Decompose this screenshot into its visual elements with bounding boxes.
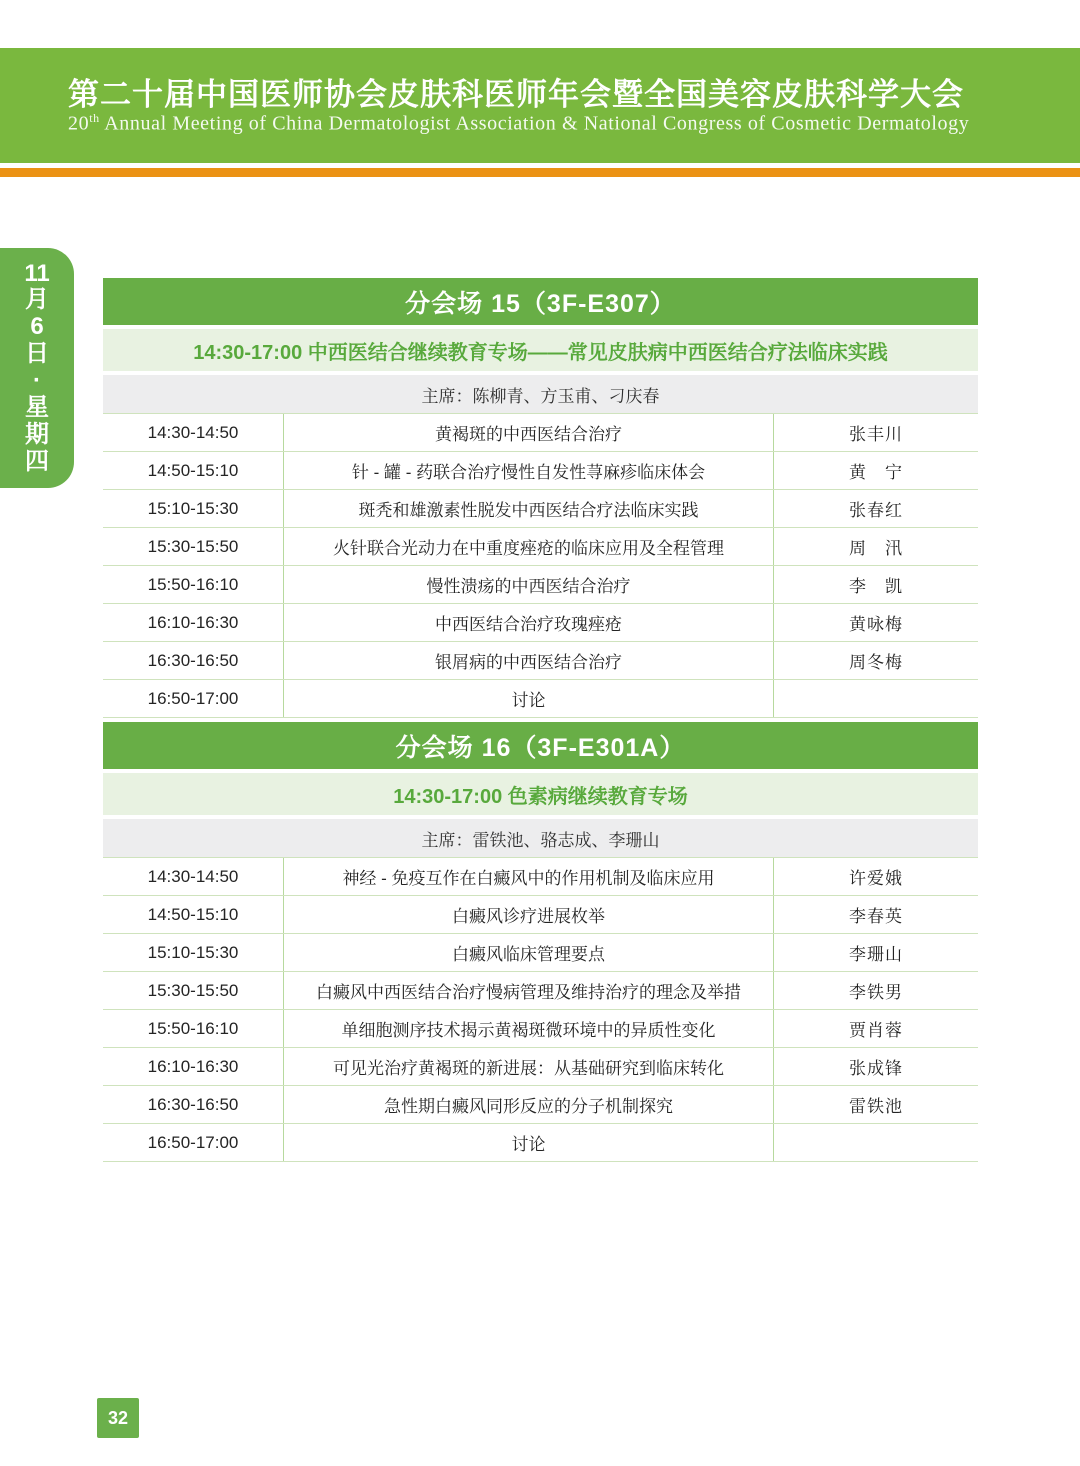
row-speaker: 雷铁池 <box>849 1097 903 1116</box>
row-topic: 急性期白癜风同形反应的分子机制探究 <box>283 1086 774 1123</box>
session-subtitle: 14:30-17:00 中西医结合继续教育专场——常见皮肤病中西医结合疗法临床实践 <box>103 329 978 371</box>
row-speaker: 周冬梅 <box>849 653 903 672</box>
conference-banner <box>0 48 1080 163</box>
session-title: 分会场 15（3F-E307） <box>103 278 978 325</box>
row-topic: 斑秃和雄激素性脱发中西医结合疗法临床实践 <box>283 490 774 527</box>
row-topic: 神经 - 免疫互作在白癜风中的作用机制及临床应用 <box>283 858 774 895</box>
row-topic: 讨论 <box>283 680 774 717</box>
title-en-ordinal: th <box>89 111 100 125</box>
row-time: 16:30-16:50 <box>147 650 239 670</box>
row-time: 15:30-15:50 <box>147 536 239 556</box>
table-row <box>103 604 978 642</box>
date-tab-line: 期 <box>25 420 49 448</box>
row-time: 16:50-17:00 <box>147 1132 239 1152</box>
table-row <box>103 642 978 680</box>
row-speaker <box>774 1124 978 1161</box>
row-speaker: 张成锋 <box>849 1059 903 1078</box>
row-speaker: 黄咏梅 <box>849 615 903 634</box>
row-time: 16:10-16:30 <box>147 1056 239 1076</box>
row-topic: 针 - 罐 - 药联合治疗慢性自发性荨麻疹临床体会 <box>283 452 774 489</box>
row-speaker: 许爱娥 <box>849 869 903 888</box>
table-row <box>103 528 978 566</box>
session-15 <box>103 278 978 718</box>
table-row <box>103 414 978 452</box>
session-chairs: 主席：雷铁池、骆志成、李珊山 <box>103 819 978 857</box>
row-topic: 中西医结合治疗玫瑰痤疮 <box>283 604 774 641</box>
row-speaker: 李 凯 <box>849 577 903 596</box>
session-chairs: 主席：陈柳青、方玉甫、刁庆春 <box>103 375 978 413</box>
row-speaker: 张春红 <box>849 501 903 520</box>
table-row <box>103 452 978 490</box>
row-time: 15:50-16:10 <box>147 1018 239 1038</box>
table-row <box>103 490 978 528</box>
date-tab-line: 6 <box>30 313 44 341</box>
row-speaker: 李珊山 <box>849 945 903 964</box>
row-speaker: 李春英 <box>849 907 903 926</box>
row-speaker <box>774 680 978 717</box>
conference-title-zh: 第二十届中国医师协会皮肤科医师年会暨全国美容皮肤科学大会 <box>68 77 964 112</box>
title-en-number: 20 <box>68 112 90 135</box>
row-speaker: 张丰川 <box>849 425 903 444</box>
row-speaker: 黄 宁 <box>849 463 903 482</box>
table-row <box>103 1010 978 1048</box>
date-tab-line: · <box>33 367 41 394</box>
row-topic: 慢性溃疡的中西医结合治疗 <box>283 566 774 603</box>
row-topic: 讨论 <box>283 1124 774 1161</box>
row-topic: 火针联合光动力在中重度痤疮的临床应用及全程管理 <box>283 528 774 565</box>
row-time: 15:30-15:50 <box>147 980 239 1000</box>
row-time: 14:30-14:50 <box>147 422 239 442</box>
date-tab-line: 月 <box>25 286 49 314</box>
session-16 <box>103 722 978 1162</box>
row-time: 14:30-14:50 <box>147 866 239 886</box>
row-speaker: 李铁男 <box>849 983 903 1002</box>
conference-title-en <box>68 111 969 136</box>
row-time: 16:50-17:00 <box>147 688 239 708</box>
row-topic: 可见光治疗黄褐斑的新进展：从基础研究到临床转化 <box>283 1048 774 1085</box>
title-en-text: Annual Meeting of China Dermatologist Association & National Congress of Cosmetic Dermatology <box>99 112 970 135</box>
row-time: 15:10-15:30 <box>147 498 239 518</box>
session-title: 分会场 16（3F-E301A） <box>103 722 978 769</box>
row-topic: 黄褐斑的中西医结合治疗 <box>283 414 774 451</box>
table-row <box>103 1086 978 1124</box>
row-time: 15:50-16:10 <box>147 574 239 594</box>
row-speaker: 贾肖蓉 <box>849 1021 903 1040</box>
schedule-content <box>103 278 978 1162</box>
row-topic: 白癜风中西医结合治疗慢病管理及维持治疗的理念及举措 <box>283 972 774 1009</box>
date-tab <box>0 248 74 488</box>
accent-bar <box>0 168 1080 177</box>
row-topic: 单细胞测序技术揭示黄褐斑微环境中的异质性变化 <box>283 1010 774 1047</box>
row-topic: 白癜风诊疗进展枚举 <box>283 896 774 933</box>
table-row <box>103 566 978 604</box>
row-time: 16:30-16:50 <box>147 1094 239 1114</box>
table-row <box>103 680 978 718</box>
row-time: 14:50-15:10 <box>147 904 239 924</box>
date-tab-line: 四 <box>25 447 49 475</box>
row-time: 14:50-15:10 <box>147 460 239 480</box>
row-time: 16:10-16:30 <box>147 612 239 632</box>
table-row <box>103 1124 978 1162</box>
session-rows <box>103 413 978 718</box>
date-tab-line: 日 <box>25 340 49 368</box>
row-time: 15:10-15:30 <box>147 942 239 962</box>
row-topic: 银屑病的中西医结合治疗 <box>283 642 774 679</box>
session-subtitle: 14:30-17:00 色素病继续教育专场 <box>103 773 978 815</box>
date-tab-line: 11 <box>24 259 50 287</box>
page-number: 32 <box>97 1398 139 1438</box>
table-row <box>103 1048 978 1086</box>
table-row <box>103 896 978 934</box>
table-row <box>103 972 978 1010</box>
row-topic: 白癜风临床管理要点 <box>283 934 774 971</box>
row-speaker: 周 汛 <box>849 539 903 558</box>
table-row <box>103 858 978 896</box>
date-tab-line: 星 <box>25 393 49 421</box>
session-rows <box>103 857 978 1162</box>
table-row <box>103 934 978 972</box>
